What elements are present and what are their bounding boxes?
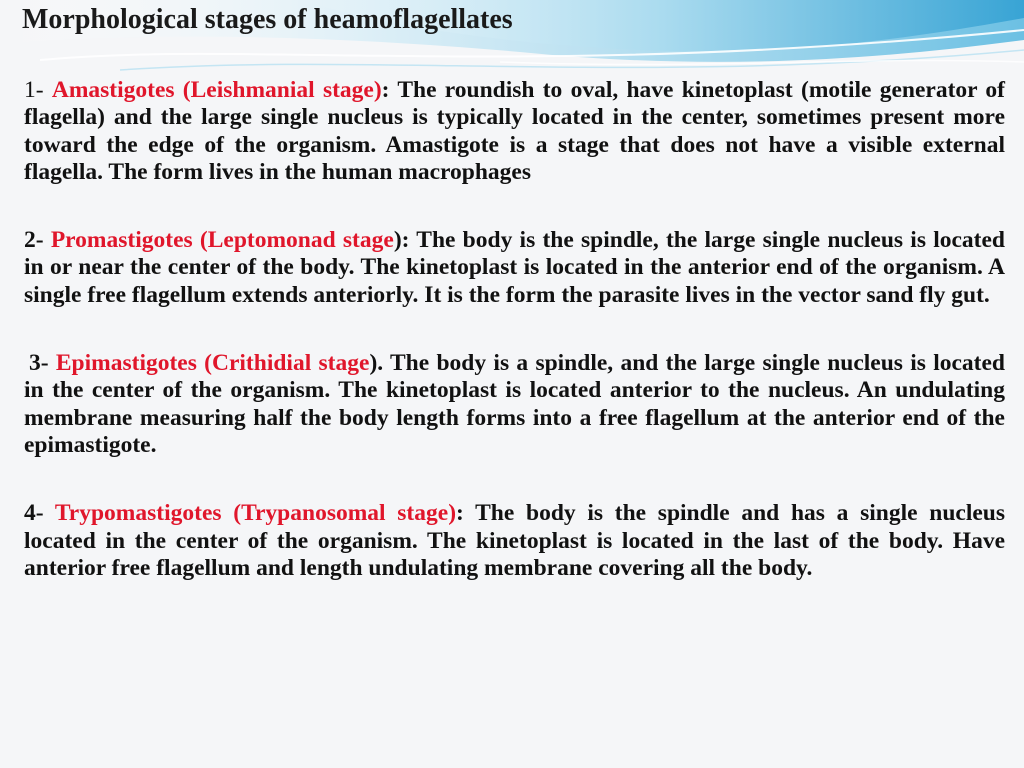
stage-number: 1- xyxy=(24,77,52,103)
stage-name-close: ) xyxy=(393,227,402,254)
stage-name: Promastigotes (Leptomonad stage xyxy=(50,227,394,254)
stage-paragraph-2 xyxy=(24,227,1005,309)
stage-name: Amastigotes (Leishmanial stage xyxy=(51,77,374,103)
stage-number: 3- xyxy=(29,350,56,377)
stage-name: Epimastigotes (Crithidial stage xyxy=(55,350,370,377)
slide-title: Morphological stages of heamoflagellates xyxy=(22,4,513,35)
stage-paragraph-4 xyxy=(24,500,1005,582)
stage-description: : The body is the spindle, the large single nucleus is located in or near the center of the body. The kinetoplast is located in the anterior end of the organism. A single free flagellum extends anteriorly. It is the form the parasite lives in the vector sand fly gut. xyxy=(24,227,1005,308)
stages-content xyxy=(24,77,1005,582)
stage-paragraph-3 xyxy=(24,350,1005,459)
stage-number: 4- xyxy=(24,500,55,527)
stage-name-close: ) xyxy=(373,77,382,103)
stage-name: Trypomastigotes (Trypanosomal stage xyxy=(54,500,449,527)
stage-description: . The body is a spindle, and the large single nucleus is located in the center of the organism. The kinetoplast is located anterior to the nucleus. An undulating membrane measuring half the body length forms into a free flagellum at the anterior end of the epimastigote. xyxy=(24,350,1005,458)
stage-name-close: ) xyxy=(448,500,457,527)
stage-paragraph-1 xyxy=(24,77,1005,186)
stage-name-close: ) xyxy=(369,350,378,377)
stage-description: : The roundish to oval, have kinetoplast (motile generator of flagella) and the large single nucleus is typically located in the center, sometimes present more toward the edge of the organism. Amastigote is a stage that does not have a visible external flagella. The form lives in the human macrophages xyxy=(24,77,1005,185)
stage-number: 2- xyxy=(24,227,51,254)
stage-description: : The body is the spindle and has a single nucleus located in the center of the organism. The kinetoplast is located in the last of the body. Have anterior free flagellum and length undulating membrane covering all the body. xyxy=(24,500,1006,581)
